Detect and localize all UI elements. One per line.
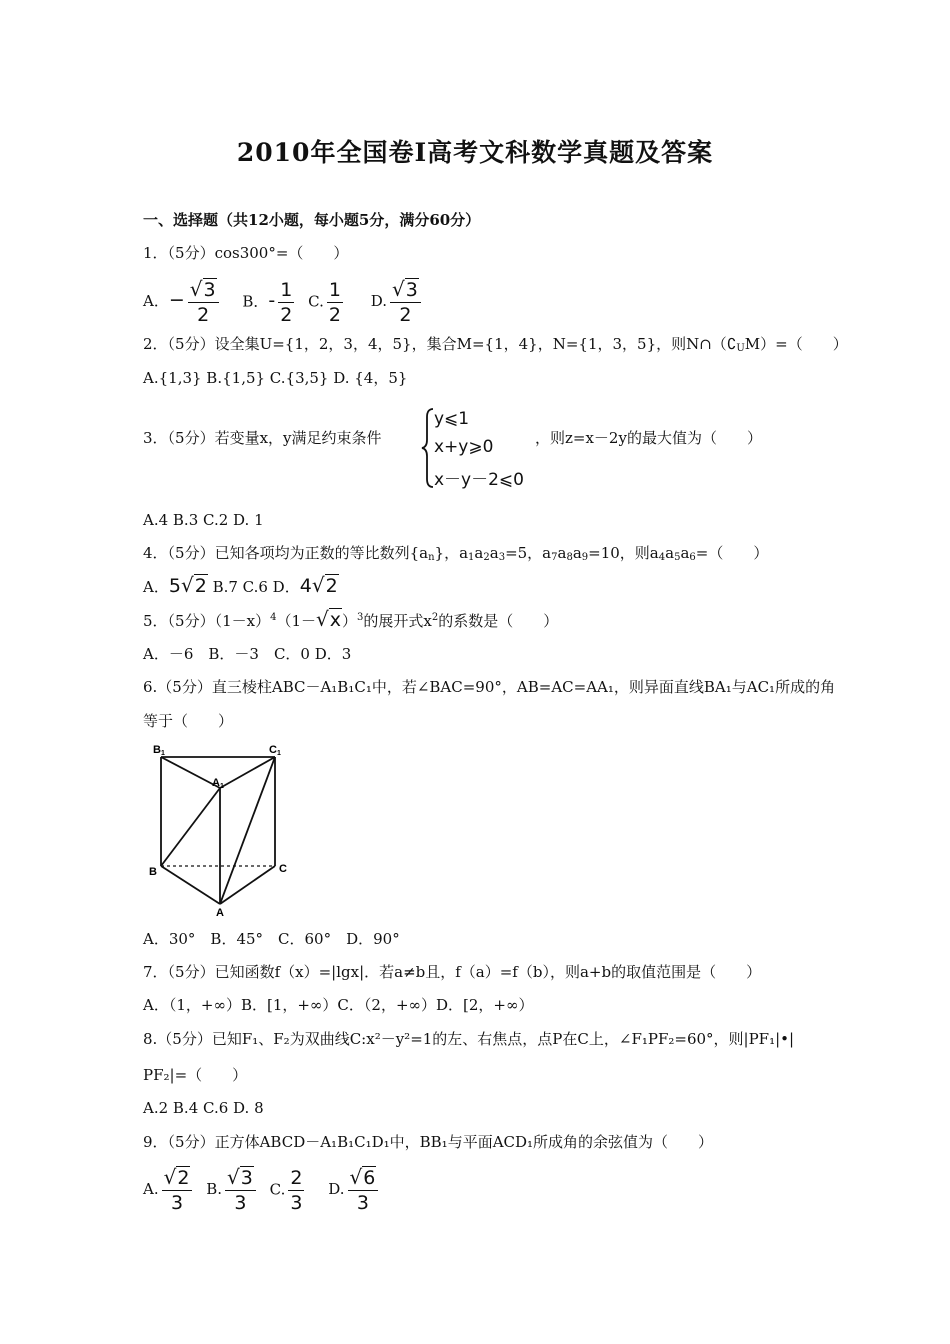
q2-options: A.{1,3} B.{1,5} C.{3,5} D. {4，5} bbox=[143, 369, 408, 387]
q9-option-d: D. $\frac{√6}{3}$ bbox=[328, 1166, 381, 1214]
q8-stem-line1: 8.（5分）已知F₁、F₂为双曲线C:x²－y²=1的左、右焦点，点P在C上，∠F₁PF₂=60°，则|PF₁|•| bbox=[143, 1030, 795, 1048]
q8-options: A.2 B.4 C.6 D. 8 bbox=[143, 1099, 264, 1117]
q1-option-c: C. $\frac{1}{2}$ bbox=[308, 278, 341, 326]
section-heading: 一、选择题（共12小题，每小题5分，满分60分） bbox=[143, 211, 481, 229]
q5-stem: 5．（5分）$(1-x)^4(1-√x)^3$的展开式$x^2$的系数是（ ） bbox=[143, 607, 559, 631]
q3-stem-post: ，则z=x－2y的最大值为（ ） bbox=[535, 429, 762, 447]
q3-stem-pre: 3．（5分）若变量x，y满足约束条件 bbox=[143, 429, 382, 447]
q3-constraint-1: y⩽1 bbox=[434, 409, 470, 429]
fig-label-b1: B bbox=[153, 744, 161, 756]
fig-label-c1: C bbox=[269, 744, 277, 756]
svg-text:1: 1 bbox=[277, 750, 281, 757]
q9-option-a: A. $\frac{√2}{3}$ bbox=[143, 1166, 195, 1214]
svg-text:1: 1 bbox=[220, 783, 224, 790]
q4-options: A．5√2 B.7 C.6 D．4√2 bbox=[143, 573, 338, 597]
q3-constraint-2: x+y⩾0 bbox=[434, 437, 494, 457]
q8-stem-line2: PF₂|=（ ） bbox=[143, 1066, 248, 1084]
q7-stem: 7．（5分）已知函数f（x）=|lgx|．若a≠b且，f（a）=f（b），则a+b的取值范围是（ ） bbox=[143, 963, 762, 981]
q3-constraint-3: x－y－2⩽0 bbox=[434, 470, 524, 490]
q4-stem: 4．（5分）已知各项均为正数的等比数列$\{a_n\}$，$a_1a_2a_3=5$，$a_7a_8a_9=10$，则$a_4a_5a_6=$（ ） bbox=[143, 544, 769, 563]
q9-option-b: B. $\frac{√3}{3}$ bbox=[206, 1166, 259, 1214]
q6-options: A．30° B．45° C．60° D．90° bbox=[143, 930, 400, 948]
fig-label-a1: A bbox=[212, 777, 220, 789]
q9-options bbox=[143, 1166, 387, 1214]
q6-prism-figure bbox=[143, 741, 293, 916]
q6-stem-line2: 等于（ ） bbox=[143, 712, 234, 730]
q5-options: A．－6 B．－3 C．0 D．3 bbox=[143, 645, 352, 663]
q1-option-a: A．− $\frac{√3}{2}$ bbox=[143, 278, 222, 326]
q1-option-b: B．- $\frac{1}{2}$ bbox=[242, 278, 293, 326]
q1-option-d: D. $\frac{√3}{2}$ bbox=[371, 278, 424, 326]
fig-label-b: B bbox=[149, 866, 157, 878]
q6-stem-line1: 6.（5分）直三棱柱ABC－A₁B₁C₁中，若∠BAC=90°，AB=AC=AA₁，则异面直线BA₁与AC₁所成的角 bbox=[143, 678, 836, 696]
q9-option-c: C. $\frac{2}{3}$ bbox=[269, 1166, 303, 1214]
q2-stem: 2．（5分）设全集U={1，2，3，4，5}，集合M={1，4}，N={1，3，5}，则$N\cap(∁_UM)=$（ ） bbox=[143, 335, 848, 354]
fig-label-a: A bbox=[216, 907, 224, 916]
q7-options: A．（1，+∞）B．[1，+∞）C．（2，+∞）D．[2，+∞） bbox=[143, 996, 534, 1014]
page-title: 2010年全国卷Ⅰ高考文科数学真题及答案 bbox=[236, 138, 714, 167]
q1-stem: 1．（5分）cos300°=（ ） bbox=[143, 244, 349, 262]
q3-constraint-system bbox=[420, 407, 560, 489]
q9-stem: 9．（5分）正方体ABCD－A₁B₁C₁D₁中，BB₁与平面ACD₁所成角的余弦值为（ ） bbox=[143, 1133, 714, 1151]
svg-text:1: 1 bbox=[161, 750, 165, 757]
fig-label-c: C bbox=[279, 863, 287, 875]
q1-options bbox=[143, 278, 430, 326]
q3-options: A.4 B.3 C.2 D. 1 bbox=[143, 511, 264, 529]
